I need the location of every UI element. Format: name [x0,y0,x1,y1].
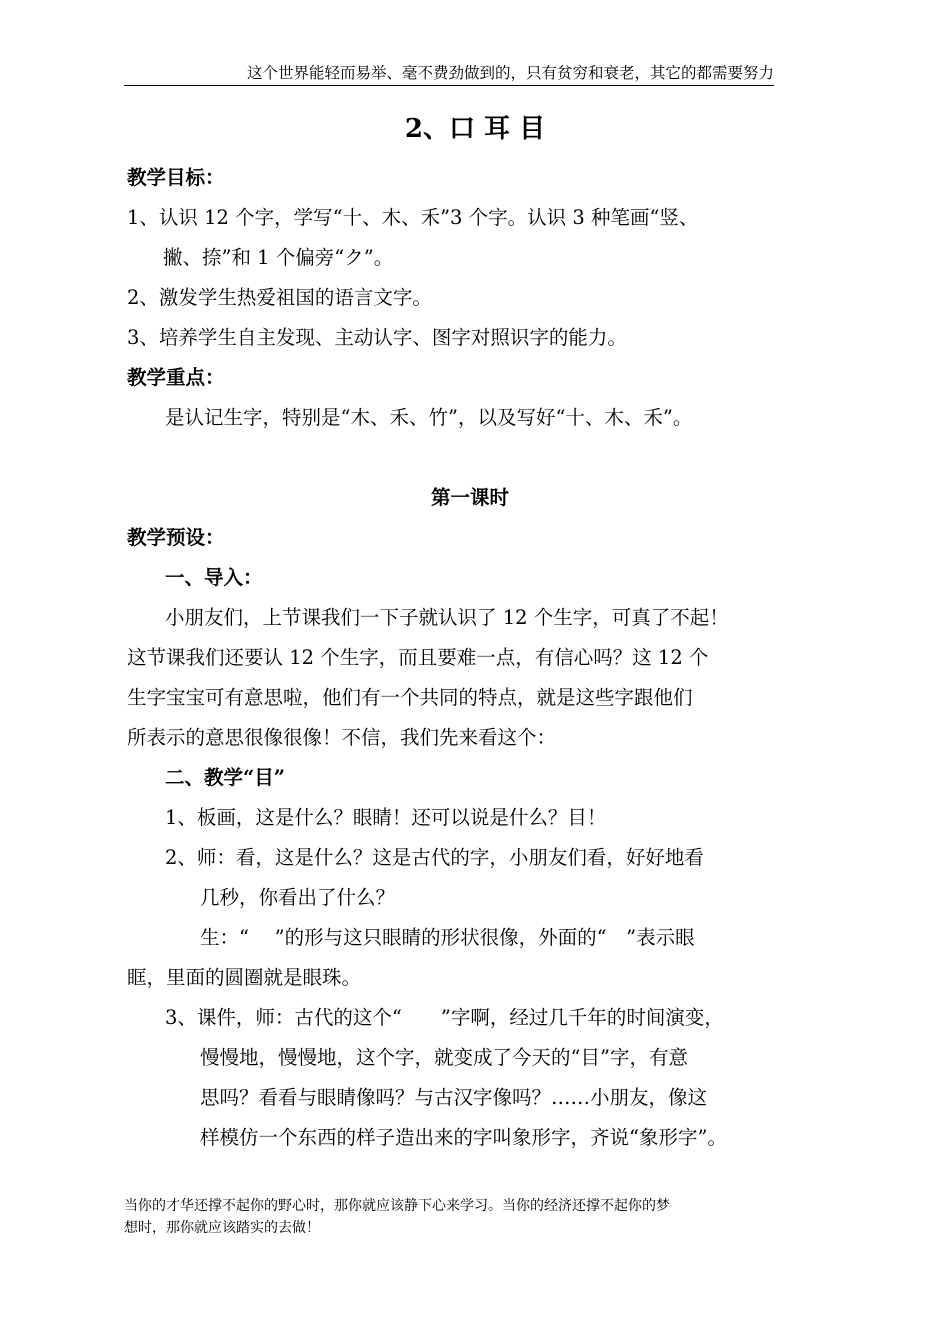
intro-line-2: 这节课我们还要认 12 个生字，而且要难一点，有信心吗？这 12 个 [127,646,709,669]
step-3-line-1: 3、课件，师：古代的这个“ ”字啊，经过几千年的时间演变， [165,1006,724,1029]
teach-heading: 二、教学“目” [165,766,285,789]
footer-quote-line-1: 当你的才华还撑不起你的野心时，那你就应该静下心来学习。当你的经济还撑不起你的梦 [124,1198,670,1214]
step-2-line-4: 眶，里面的圆圈就是眼珠。 [127,966,362,989]
step-3-line-3: 思吗？看看与眼睛像吗？与古汉字像吗？……小朋友，像这 [200,1086,708,1109]
step-3-line-4: 样模仿一个东西的样子造出来的字叫象形字，齐说“象形字”。 [200,1126,727,1149]
key-points-text: 是认记生字，特别是“木、禾、竹”，以及写好“十、木、禾”。 [165,406,693,429]
key-points-heading: 教学重点： [127,366,225,389]
objective-3: 3、培养学生自主发现、主动认字、图字对照识字的能力。 [127,326,627,349]
intro-line-4: 所表示的意思很像很像！不信，我们先来看这个： [127,726,557,749]
objectives-heading: 教学目标： [127,166,225,189]
footer-quote-line-2: 想时，那你就应该踏实的去做！ [124,1220,320,1236]
step-2-line-3: 生：“ ”的形与这只眼睛的形状很像，外面的“ ”表示眼 [200,926,695,949]
intro-heading: 一、导入： [165,566,263,589]
step-2-line-2: 几秒，你看出了什么？ [200,886,396,909]
objective-1-line-1: 1、认识 12 个字，学写“十、木、禾”3 个字。认识 3 种笔画“竖、 [127,206,699,229]
intro-line-3: 生字宝宝可有意思啦，他们有一个共同的特点，就是这些字跟他们 [127,686,693,709]
lesson-title: 2、口 耳 目 [404,114,546,144]
step-2-line-1: 2、师：看，这是什么？这是古代的字，小朋友们看，好好地看 [165,846,704,869]
intro-line-1: 小朋友们，上节课我们一下子就认识了 12 个生字，可真了不起！ [165,606,729,629]
step-1: 1、板画，这是什么？眼睛！还可以说是什么？目！ [165,806,607,829]
objective-2: 2、激发学生热爱祖国的语言文字。 [127,286,432,309]
preset-heading: 教学预设： [127,526,225,549]
page-header-quote: 这个世界能轻而易举、毫不费劲做到的，只有贫穷和衰老，其它的都需要努力 [124,62,774,86]
objective-1-line-2: 撇、捺”和 1 个偏旁“ク”。 [163,246,394,269]
step-3-line-2: 慢慢地，慢慢地，这个字，就变成了今天的“目”字，有意 [200,1046,688,1069]
lesson-period-heading: 第一课时 [430,486,509,509]
